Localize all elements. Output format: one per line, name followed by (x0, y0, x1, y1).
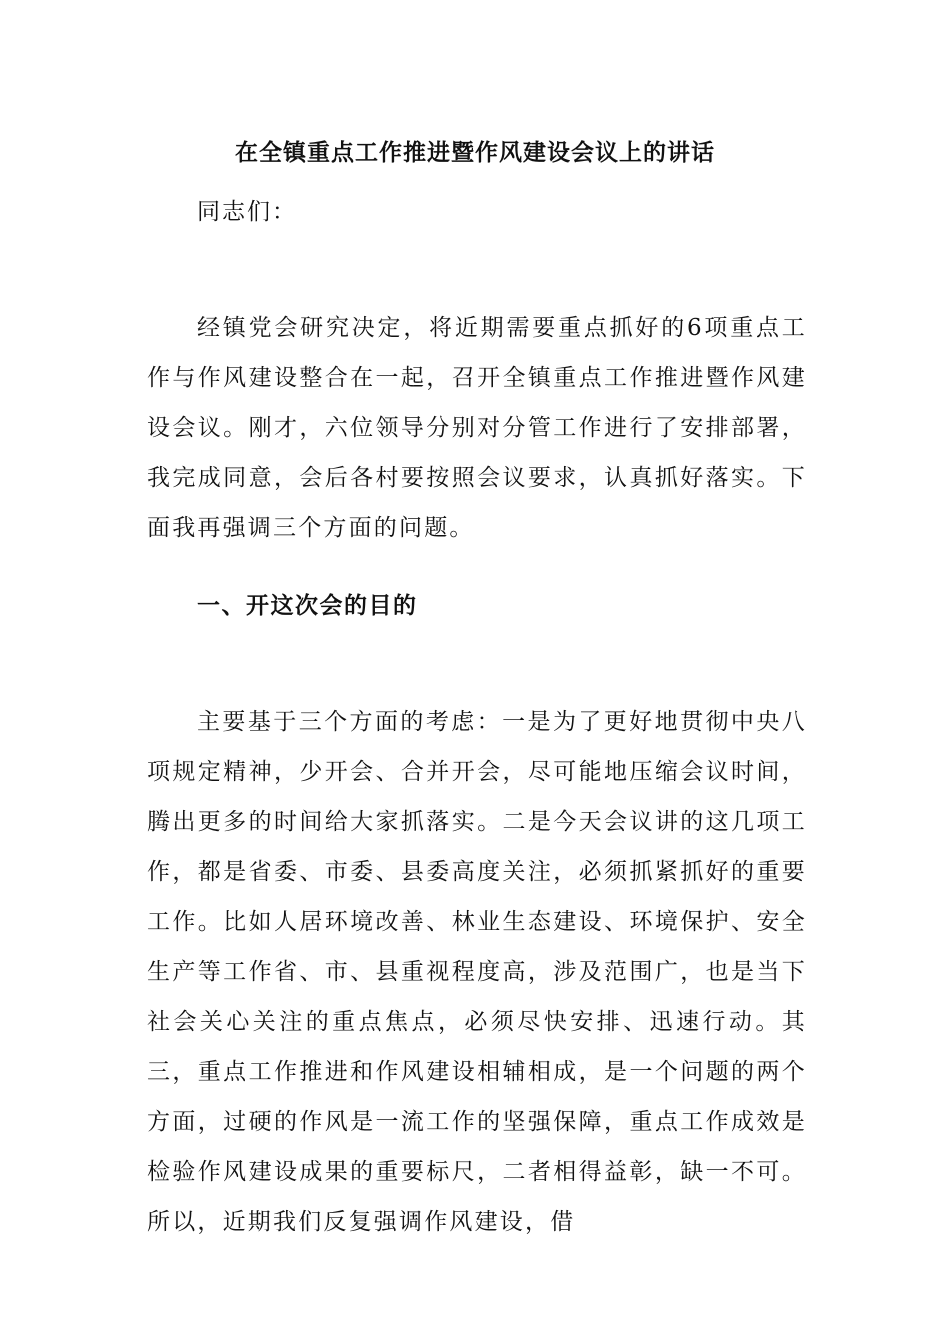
paragraph-intro: 经镇党会研究决定，将近期需要重点抓好的6项重点工作与作风建设整合在一起，召开全镇重点工作推进暨作风建设会议。刚才，六位领导分别对分管工作进行了安排部署，我完成同意，会后各村要按照会议要求，认真抓好落实。下面我再强调三个方面的问题。 (147, 315, 807, 541)
section-heading-1: 一、开这次会的目的 (197, 592, 418, 619)
paragraph-purpose: 主要基于三个方面的考虑：一是为了更好地贯彻中央八项规定精神，少开会、合并开会，尽可能地压缩会议时间，腾出更多的时间给大家抓落实。二是今天会议讲的这几项工作，都是省委、市委、县委高度关注，必须抓紧抓好的重要工作。比如人居环境改善、林业生态建设、环境保护、安全生产等工作省、市、县重视程度高，涉及范围广，也是当下社会关心关注的重点焦点，必须尽快安排、迅速行动。其三，重点工作推进和作风建设相辅相成，是一个问题的两个方面，过硬的作风是一流工作的坚强保障，重点工作成效是检验作风建设成果的重要标尺，二者相得益彰，缺一不可。所以，近期我们反复强调作风建设，借 (147, 709, 807, 1235)
salutation: 同志们： (197, 199, 297, 225)
document-title: 在全镇重点工作推进暨作风建设会议上的讲话 (235, 139, 715, 166)
